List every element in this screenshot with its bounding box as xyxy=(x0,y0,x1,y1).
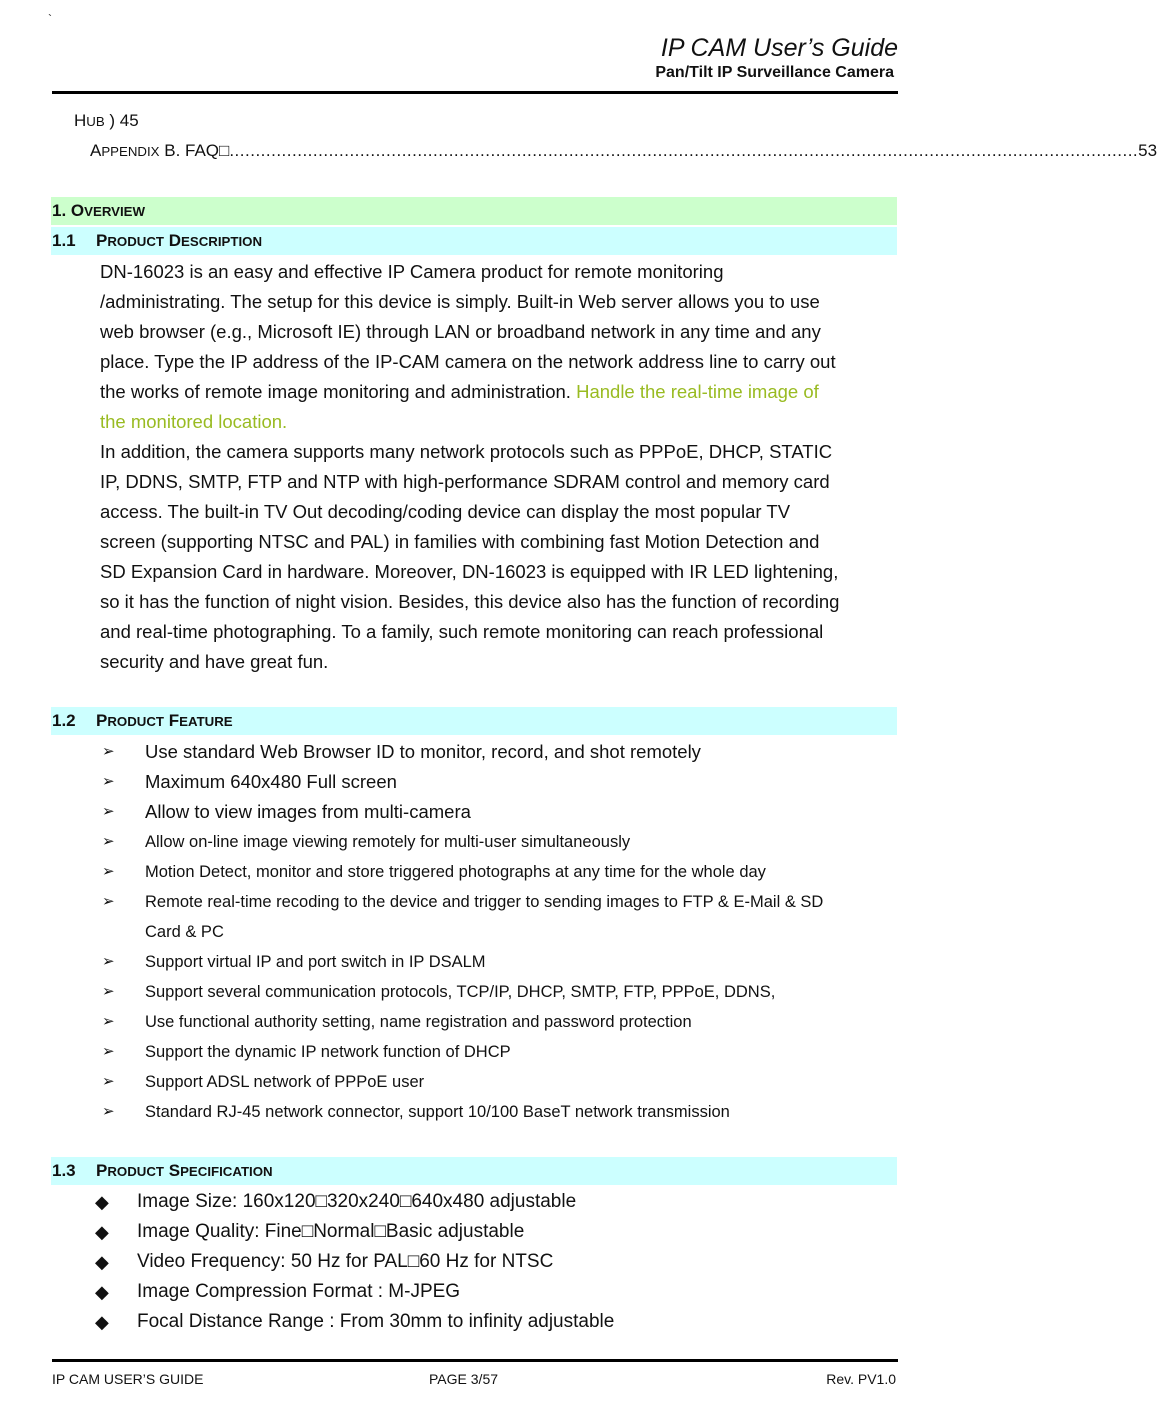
arrow-bullet-icon: ➢ xyxy=(102,893,115,910)
arrow-bullet-icon: ➢ xyxy=(102,803,115,820)
toc-leader-dots: .............................................................................................................................................................................. xyxy=(229,141,1139,160)
paragraph-line: DN-16023 is an easy and effective IP Camera product for remote monitoring xyxy=(100,261,724,282)
arrow-bullet-icon: ➢ xyxy=(102,1013,115,1030)
toc-line-appendix-b[interactable]: APPENDIX B. FAQ□ .............................................................................................................................................................................. 53 xyxy=(90,141,1157,160)
arrow-bullet-icon: ➢ xyxy=(102,983,115,1000)
arrow-bullet-icon: ➢ xyxy=(102,1103,115,1120)
arrow-bullet-icon: ➢ xyxy=(102,1043,115,1060)
highlighted-text: the monitored location. xyxy=(100,411,288,432)
toc-page-number: 53 xyxy=(1138,141,1157,160)
diamond-bullet-icon: ◆ xyxy=(95,1252,109,1272)
diamond-bullet-icon: ◆ xyxy=(95,1312,109,1332)
header-rule xyxy=(52,91,898,94)
arrow-bullet-icon: ➢ xyxy=(102,953,115,970)
paragraph-line: In addition, the camera supports many network protocols such as PPPoE, DHCP, STATIC xyxy=(100,441,833,462)
diamond-bullet-icon: ◆ xyxy=(95,1282,109,1302)
stray-mark: ` xyxy=(48,12,52,26)
footer-rule xyxy=(52,1359,898,1362)
diamond-bullet-icon: ◆ xyxy=(95,1192,109,1212)
section-heading-product-specification: 1.3 PRODUCT SPECIFICATION xyxy=(51,1157,897,1185)
paragraph-line: so it has the function of night vision. Besides, this device also has the function of recording xyxy=(100,591,840,612)
section-heading-product-description: 1.1 PRODUCT DESCRIPTION xyxy=(51,227,897,255)
paragraph-line: SD Expansion Card in hardware. Moreover, DN-16023 is equipped with IR LED lightening, xyxy=(100,561,839,582)
toc-line-hub: HUB ) 45 xyxy=(74,111,139,130)
paragraph-line: security and have great fun. xyxy=(100,651,329,672)
paragraph-line: IP, DDNS, SMTP, FTP and NTP with high-performance SDRAM control and memory card xyxy=(100,471,830,492)
footer-page-number: PAGE 3/57 xyxy=(429,1371,499,1387)
paragraph-line: /administrating. The setup for this device is simply. Built-in Web server allows you to use xyxy=(100,291,820,312)
diamond-bullet-icon: ◆ xyxy=(95,1222,109,1242)
paragraph-line: the works of remote image monitoring and administration. Handle the real-time image of xyxy=(100,381,819,402)
footer-guide-title: IP CAM USER’S GUIDE xyxy=(52,1371,204,1387)
product-description-body xyxy=(100,257,900,677)
arrow-bullet-icon: ➢ xyxy=(102,773,115,790)
arrow-bullet-icon: ➢ xyxy=(102,833,115,850)
paragraph-line: web browser (e.g., Microsoft IE) through LAN or broadband network in any time and any xyxy=(100,321,821,342)
footer-revision: Rev. PV1.0 xyxy=(826,1371,896,1387)
paragraph-line: and real-time photographing. To a family, such remote monitoring can reach professional xyxy=(100,621,824,642)
arrow-bullet-icon: ➢ xyxy=(102,863,115,880)
arrow-bullet-icon: ➢ xyxy=(102,743,115,760)
section-heading-overview: 1. OVERVIEW xyxy=(51,197,897,225)
paragraph-line: access. The built-in TV Out decoding/coding device can display the most popular TV xyxy=(100,501,791,522)
paragraph-line: screen (supporting NTSC and PAL) in families with combining fast Motion Detection and xyxy=(100,531,820,552)
section-heading-product-feature: 1.2 PRODUCT FEATURE xyxy=(51,707,897,735)
arrow-bullet-icon: ➢ xyxy=(102,1073,115,1090)
highlighted-text: Handle the real-time image of xyxy=(576,381,819,402)
paragraph-line: place. Type the IP address of the IP-CAM camera on the network address line to carry out xyxy=(100,351,836,372)
document-subtitle: Pan/Tilt IP Surveillance Camera xyxy=(655,64,894,81)
document-title: IP CAM User’s Guide xyxy=(660,34,898,62)
